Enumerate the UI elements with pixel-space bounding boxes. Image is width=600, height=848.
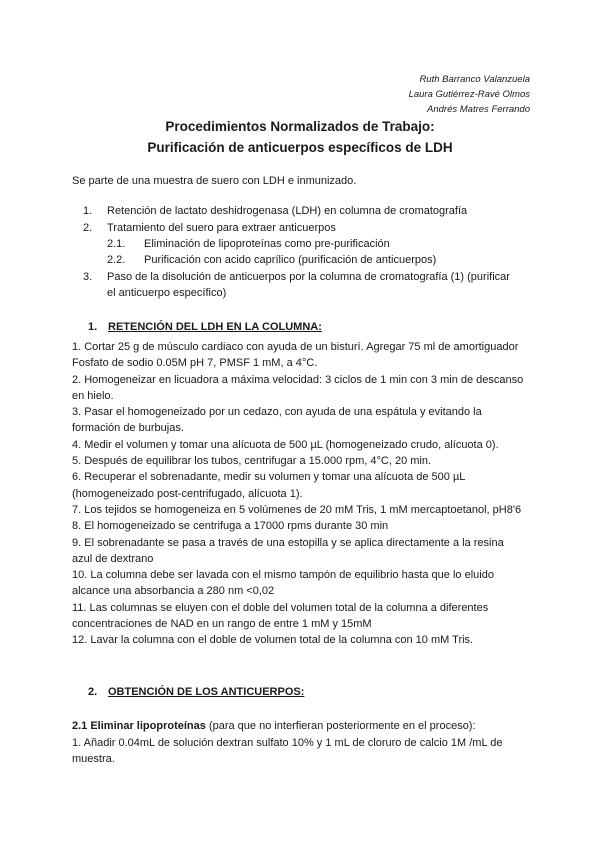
section-1-step-line: 5. Después de equilibrar los tubos, centrifugar a 15.000 rpm, 4°C, 20 min. xyxy=(72,455,432,468)
section-1-step-line: 3. Pasar el homogeneizado por un cedazo, con ayuda de una espátula y evitando la xyxy=(72,406,482,419)
section-2-steps xyxy=(72,735,542,768)
section-2-heading xyxy=(88,686,304,698)
toc-item-2-2-text: Purificación con acido caprílico (purificación de anticuerpos) xyxy=(144,254,437,266)
toc-item-2-num: 2. xyxy=(83,222,93,234)
section-1-step-line: Fosfato de sodio 0.05M pH 7, PMSF 1 mM, a 4°C. xyxy=(72,357,318,370)
section-1-step-line: 4. Medir el volumen y tomar una alícuota de 500 µL (homogeneizado crudo, alícuota 0). xyxy=(72,438,499,451)
authors-block xyxy=(409,72,530,117)
toc-item-1-num: 1. xyxy=(83,205,93,217)
section-1-step-line: azul de dextrano xyxy=(72,552,154,565)
section-1-step-line: 9. El sobrenadante se pasa a través de una estopilla y se aplica directamente a la resina xyxy=(72,536,504,549)
section-2-number: 2. xyxy=(88,686,98,698)
section-1-step-line: concentraciones de NAD en un rango de entre 1 mM y 15mM xyxy=(72,618,372,631)
title-line-1: Procedimientos Normalizados de Trabajo: xyxy=(165,119,435,134)
toc-item-3-text-line-2: el anticuerpo específico) xyxy=(107,287,227,299)
subsection-2-1-heading xyxy=(72,718,542,735)
section-1-heading xyxy=(88,321,322,333)
toc-item-2-text: Tratamiento del suero para extraer anticuerpos xyxy=(107,222,336,234)
author-2: Laura Gutiérrez-Ravé Olmos xyxy=(408,89,530,100)
toc-item-1-text: Retención de lactato deshidrogenasa (LDH) en columna de cromatografía xyxy=(107,205,468,217)
section-1-step-line: 1. Cortar 25 g de músculo cardiaco con ayuda de un bisturí. Agregar 75 ml de amortiguador xyxy=(72,341,519,353)
document-title xyxy=(0,116,600,158)
section-1-step-line: 8. El homogeneizado se centrifuga a 17000 rpms durante 30 min xyxy=(72,520,389,533)
section-1-step-line: alcance una absorbancia a 280 nm <0,02 xyxy=(72,585,275,598)
section-2-step-line: 1. Añadir 0.04mL de solución dextran sulfato 10% y 1 mL de cloruro de calcio 1M /mL de xyxy=(72,736,503,749)
section-2-step-line: muestra. xyxy=(72,753,115,765)
section-2-1-block xyxy=(72,718,542,768)
subsection-2-1-note: (para que no interfieran posteriormente en el proceso): xyxy=(205,720,476,732)
section-1-number: 1. xyxy=(88,321,98,333)
section-1-step-line: (homogeneizado post-centrifugado, alícuota 1). xyxy=(72,487,303,500)
section-1-title: RETENCIÓN DEL LDH EN LA COLUMNA: xyxy=(108,321,322,333)
intro-text: Se parte de una muestra de suero con LDH e inmunizado. xyxy=(72,175,357,187)
title-line-2: Purificación de anticuerpos específicos de LDH xyxy=(147,140,453,155)
section-1-step-line: 10. La columna debe ser lavada con el mismo tampón de equilibrio hasta que lo eluido xyxy=(72,569,494,582)
section-1-step-line: en hielo. xyxy=(72,389,114,402)
toc-item-3-num: 3. xyxy=(83,271,93,283)
section-1-step-line: formación de burbujas. xyxy=(72,422,184,435)
section-1-step-line: 2. Homogeneizar en licuadora a máxima velocidad: 3 ciclos de 1 min con 3 min de descanso xyxy=(72,373,524,386)
toc-item-2-1-text: Eliminación de lipoproteínas como pre-purificación xyxy=(144,238,390,250)
section-1-steps xyxy=(72,339,542,649)
section-1-step-line: 6. Recuperar el sobrenadante, medir su volumen y tomar una alícuota de 500 µL xyxy=(72,471,466,484)
section-1-step-line: 12. Lavar la columna con el doble de volumen total de la columna con 10 mM Tris. xyxy=(72,634,474,647)
author-1: Ruth Barranco Valanzuela xyxy=(419,74,530,85)
subsection-2-1-title: 2.1 Eliminar lipoproteínas xyxy=(72,720,206,732)
section-2-title: OBTENCIÓN DE LOS ANTICUERPOS: xyxy=(108,686,305,698)
author-3: Andrés Matres Ferrando xyxy=(427,104,530,115)
section-1-step-line: 11. Las columnas se eluyen con el doble del volumen total de la columna a diferentes xyxy=(72,601,489,614)
toc-item-3-text-line-1: Paso de la disolución de anticuerpos por la columna de cromatografía (1) (purificar xyxy=(107,271,510,283)
section-1-step-line: 7. Los tejidos se homogeneiza en 5 volúmenes de 20 mM Tris, 1 mM mercaptoetanol, pH8'6 xyxy=(72,503,522,516)
toc-item-2-1-num: 2.1. xyxy=(107,238,126,250)
toc-item-2-2-num: 2.2. xyxy=(107,254,126,266)
